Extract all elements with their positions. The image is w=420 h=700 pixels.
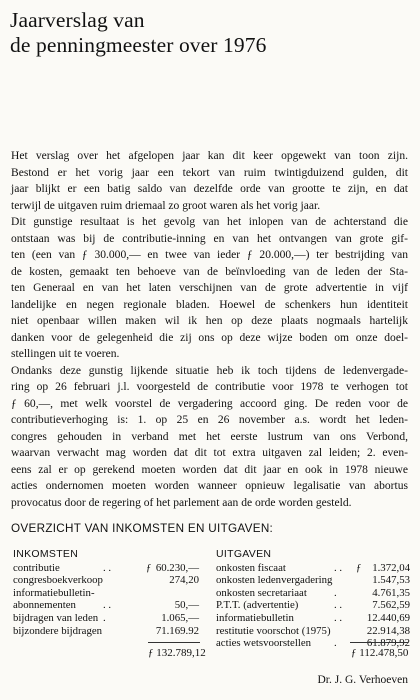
income-label: bijzondere bijdragen (13, 624, 103, 637)
expenses-row (216, 599, 410, 612)
income-row (13, 574, 199, 587)
income-row (13, 625, 199, 638)
body-line: ontstaan was bij de contributie-inning en van het ontvangen van grote gif- (11, 232, 408, 245)
income-dots: . (103, 611, 106, 624)
expenses-dots: . . (334, 611, 343, 624)
expenses-label: P.T.T. (advertentie) (216, 599, 299, 612)
expenses-total-rule (350, 642, 408, 643)
title-line-2: de penningmeester over 1976 (10, 33, 267, 57)
expenses-label: informatiebulletin (216, 611, 294, 624)
title-line-1: Jaarverslag van (10, 8, 145, 32)
income-total: ƒ 132.789,12 (148, 647, 206, 659)
page-title (10, 8, 410, 58)
income-amount: 71.169.92 (155, 624, 199, 637)
income-currency: ƒ (146, 561, 152, 574)
body-line: Bestond er het vorig jaar een tekort van ruim twintigduizend gulden, dit (11, 166, 408, 179)
expenses-dots: . . (334, 561, 343, 574)
body-line: stellingen uit te voeren. (11, 348, 120, 360)
expenses-amount: 22.914,38 (366, 624, 410, 637)
expenses-total: ƒ 112.478,50 (351, 647, 409, 659)
expenses-amount: 1.547,53 (372, 574, 410, 587)
income-column (13, 548, 199, 637)
expenses-heading: UITGAVEN (216, 548, 272, 560)
expenses-label: restitutie voorschot (1975) (216, 624, 331, 637)
body-line: waarvan verwacht mag worden dat dit tot extra uitgaven zal leiden; 2. even- (11, 447, 408, 459)
body-line: Ondanks deze gunstig lijkende situatie heb ik toch tijdens de ledenvergade- (11, 364, 408, 377)
body-line: congres gehouden in verband met het eerste lustrum van ons Verbond, (11, 430, 408, 443)
body-line: niet openbaar willen maken wil ik hen op deze plaats nogmaals hartelijk (11, 315, 408, 327)
income-row (13, 562, 199, 575)
expenses-label: onkosten secretariaat (216, 586, 307, 599)
expenses-row (216, 587, 410, 600)
body-line: ten Generaal en van het laten verschijnen van de grote advertentie in vijf (11, 282, 408, 294)
income-row (13, 612, 199, 625)
income-dots: . . (103, 561, 112, 574)
expenses-amount: 4.761,35 (372, 586, 410, 599)
overview-heading: OVERZICHT VAN INKOMSTEN EN UITGAVEN: (11, 522, 274, 535)
income-label: abonnementen (13, 599, 76, 612)
report-body (11, 148, 408, 511)
income-label: informatiebulletin- (13, 586, 95, 599)
signature: Dr. J. G. Verhoeven (317, 674, 408, 686)
income-label: bijdragen van leden (13, 611, 99, 624)
body-line: landelijke en negen regionale bladen. Hoewel de schenkers hun identiteit (11, 298, 408, 311)
body-line: ƒ 60,—, met welk voorstel de vergadering accoord ging. De reden voor de (11, 397, 408, 410)
expenses-column (216, 548, 410, 650)
expenses-label: onkosten fiscaat (216, 561, 286, 574)
income-amount: 274,20 (169, 574, 199, 587)
body-line: ten (een van ƒ 30.000,— en twee van ieder ƒ 20.000,—) ter bestrijding van (11, 249, 408, 261)
income-total-rule (148, 642, 200, 643)
income-dots: . . (103, 599, 112, 612)
body-line: terwijl de uitgaven ruim driemaal zo groot waren als het vorig jaar. (11, 199, 321, 212)
body-line: contributieverhoging is: 1. op 25 en 26 november a.s. wordt het leden- (11, 414, 408, 426)
body-line: ring op 26 februari j.l. voorgesteld de contributie voor 1978 te verhogen tot (11, 381, 408, 393)
income-label: congresboekverkoop (13, 574, 103, 587)
body-line: jaar blijkt er een batig saldo van dezelfde orde van grootte te zijn, en dat (11, 183, 408, 195)
expenses-label: acties wetsvoorstellen (216, 637, 312, 650)
income-heading: INKOMSTEN (13, 548, 79, 560)
expenses-dots: . (334, 586, 337, 599)
expenses-amount: 7.562,59 (372, 599, 410, 612)
body-line: Het verslag over het afgelopen jaar kan dit keer opgewekt van toon zijn. (11, 150, 408, 162)
body-line: eens zal er op gerekend moeten worden dat dit jaar en ook in 1978 nieuwe (11, 463, 408, 476)
income-row (13, 599, 199, 612)
expenses-label: onkosten ledenvergadering (216, 574, 333, 587)
body-line: Dit gunstige resultaat is het gevolg van het inlopen van de achterstand die (11, 216, 408, 228)
body-line: de kosten, gemaakt ten behoeve van de beïnvloeding van de leden der Sta- (11, 265, 408, 278)
expenses-currency: ƒ (356, 561, 362, 574)
income-amount: 50,— (174, 599, 199, 612)
expenses-amount: 12.440,69 (366, 611, 410, 624)
body-line: acties ondernomen moeten worden wanneer opnieuw legalisatie van abortus (11, 480, 408, 492)
income-amount: 1.065,— (161, 611, 199, 624)
expenses-row (216, 625, 410, 638)
expenses-row (216, 562, 410, 575)
income-label: contributie (13, 561, 60, 574)
expenses-row (216, 574, 410, 587)
income-row (13, 587, 199, 600)
expenses-row (216, 612, 410, 625)
body-line: danken voor de gelegenheid die zij ons op deze wijze boden om onze doel- (11, 331, 408, 344)
body-line: provocatus door de regering of het parlement aan de orde worden gesteld. (11, 496, 352, 509)
expenses-dots: . . (334, 599, 343, 612)
income-amount: 60.230,— (155, 561, 199, 574)
expenses-amount: 61.879,92 (366, 637, 410, 650)
expenses-dots: . (334, 637, 337, 650)
expenses-amount: 1.372,04 (372, 561, 410, 574)
